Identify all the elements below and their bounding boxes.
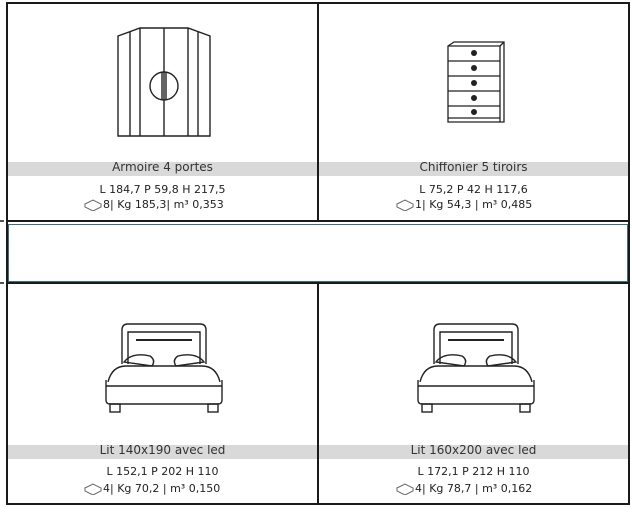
package-icon xyxy=(84,483,102,495)
wardrobe-icon xyxy=(110,24,218,140)
package-icon xyxy=(84,199,102,211)
package-info xyxy=(84,482,220,495)
product-name: Lit 160x200 avec led xyxy=(319,445,628,459)
product-name: Armoire 4 portes xyxy=(8,162,317,176)
chest-of-drawers-icon xyxy=(444,40,508,126)
package-count: 4 xyxy=(103,482,110,495)
package-info xyxy=(84,198,224,211)
product-dimensions: L 172,1 P 212 H 110 xyxy=(417,465,530,478)
package-count: 8 xyxy=(103,198,110,211)
bed-icon xyxy=(102,320,226,416)
product-name: Chiffonier 5 tiroirs xyxy=(319,162,628,176)
weight-volume: | Kg 54,3 | m³ 0,485 xyxy=(422,198,533,211)
package-icon xyxy=(396,483,414,495)
product-dimensions: L 184,7 P 59,8 H 217,5 xyxy=(99,183,226,196)
weight-volume: | Kg 78,7 | m³ 0,162 xyxy=(422,482,533,495)
package-icon xyxy=(396,199,414,211)
row-divider xyxy=(6,220,630,222)
bed-icon xyxy=(414,320,538,416)
package-count: 4 xyxy=(415,482,422,495)
product-dimensions: L 152,1 P 202 H 110 xyxy=(106,465,219,478)
product-dimensions: L 75,2 P 42 H 117,6 xyxy=(419,183,528,196)
package-info xyxy=(396,482,532,495)
row-divider xyxy=(6,282,630,284)
empty-row xyxy=(8,224,628,282)
product-name: Lit 140x190 avec led xyxy=(8,445,317,459)
edge-mark xyxy=(0,282,4,284)
package-count: 1 xyxy=(415,198,422,211)
weight-volume: | Kg 185,3| m³ 0,353 xyxy=(110,198,224,211)
weight-volume: | Kg 70,2 | m³ 0,150 xyxy=(110,482,221,495)
package-info xyxy=(396,198,532,211)
edge-mark xyxy=(0,220,4,222)
